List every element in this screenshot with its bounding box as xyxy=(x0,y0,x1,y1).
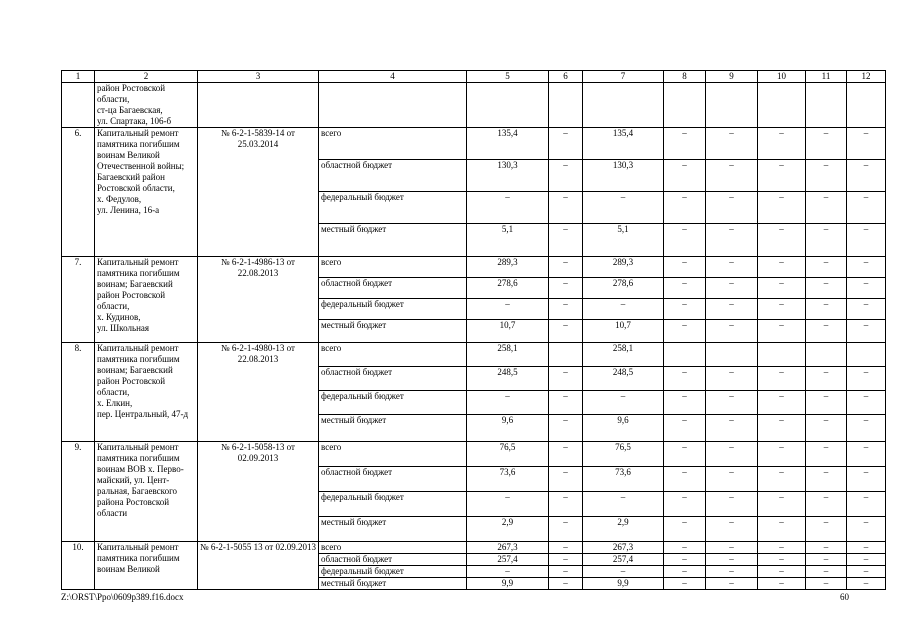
amount-cell: – xyxy=(706,299,758,320)
table-row xyxy=(62,542,886,554)
column-number-row xyxy=(62,71,886,83)
amount-cell: – xyxy=(706,517,758,542)
amount-cell: – xyxy=(549,320,583,343)
col-header: 1 xyxy=(62,71,95,83)
amount-cell: – xyxy=(758,415,806,442)
amount-cell: – xyxy=(806,192,847,224)
approval-document: № 6-2-1-5839-14 от 25.03.2014 xyxy=(198,128,319,257)
amount-cell: – xyxy=(758,467,806,492)
continuation-row xyxy=(62,83,886,128)
amount-cell: – xyxy=(847,128,886,160)
amount-cell: – xyxy=(706,160,758,192)
amount-cell: – xyxy=(806,320,847,343)
col-header: 5 xyxy=(467,71,549,83)
amount-cell: – xyxy=(758,128,806,160)
file-path: Z:\ORST\Ppo\0609p389.f16.docx xyxy=(61,592,184,602)
amount-cell: – xyxy=(847,554,886,566)
amount-cell: – xyxy=(706,128,758,160)
amount-cell: 76,5 xyxy=(467,442,549,467)
amount-cell: – xyxy=(549,492,583,517)
amount-cell: – xyxy=(806,278,847,299)
amount-cell: – xyxy=(706,257,758,278)
amount-cell: – xyxy=(758,492,806,517)
amount-cell: 258,1 xyxy=(583,343,664,367)
amount-cell: – xyxy=(758,542,806,554)
amount-cell: 130,3 xyxy=(583,160,664,192)
empty-cell xyxy=(62,83,95,128)
amount-cell: – xyxy=(549,442,583,467)
amount-cell: 248,5 xyxy=(583,367,664,391)
funding-source-label: федеральный бюджет xyxy=(319,492,467,517)
amount-cell: – xyxy=(758,192,806,224)
funding-source-label: областной бюджет xyxy=(319,367,467,391)
amount-cell: – xyxy=(806,224,847,257)
amount-cell: 9,9 xyxy=(467,578,549,590)
amount-cell: – xyxy=(758,566,806,578)
object-description: Капитальный ремонт памятника погибшим воинам Великой xyxy=(95,542,198,590)
amount-cell: – xyxy=(758,578,806,590)
amount-cell: – xyxy=(758,257,806,278)
funding-source-label: областной бюджет xyxy=(319,160,467,192)
approval-document: № 6-2-1-4986-13 от 22.08.2013 xyxy=(198,257,319,343)
approval-document: № 6-2-1-4980-13 от 22.08.2013 xyxy=(198,343,319,442)
funding-source-label: всего xyxy=(319,442,467,467)
amount-cell: – xyxy=(706,442,758,467)
funding-source-label: федеральный бюджет xyxy=(319,299,467,320)
amount-cell: – xyxy=(583,492,664,517)
object-description: Капитальный ремонт памятника погибшим воинам ВОВ х. Перво-майский, ул. Цент-ральная, Багаевского района Ростовской области xyxy=(95,442,198,542)
amount-cell: – xyxy=(806,492,847,517)
amount-cell: – xyxy=(806,391,847,415)
amount-cell: 9,9 xyxy=(583,578,664,590)
empty-cell xyxy=(806,83,847,128)
amount-cell: – xyxy=(549,278,583,299)
object-description: Капитальный ремонт памятника погибшим воинам; Багаевский район Ростовской области, х. Кудинов, ул. Школьная xyxy=(95,257,198,343)
empty-cell xyxy=(847,83,886,128)
funding-source-label: всего xyxy=(319,343,467,367)
amount-cell: – xyxy=(583,566,664,578)
object-number: 7. xyxy=(62,257,95,343)
amount-cell: – xyxy=(806,517,847,542)
amount-cell: – xyxy=(847,492,886,517)
empty-cell xyxy=(467,83,549,128)
amount-cell: – xyxy=(847,367,886,391)
amount-cell: – xyxy=(664,554,706,566)
amount-cell: 2,9 xyxy=(583,517,664,542)
funding-source-label: областной бюджет xyxy=(319,554,467,566)
amount-cell: – xyxy=(706,492,758,517)
table-row xyxy=(62,442,886,467)
amount-cell: – xyxy=(664,517,706,542)
amount-cell: – xyxy=(758,554,806,566)
col-header: 2 xyxy=(95,71,198,83)
amount-cell: – xyxy=(758,160,806,192)
empty-cell xyxy=(758,83,806,128)
amount-cell: – xyxy=(549,542,583,554)
amount-cell: – xyxy=(467,566,549,578)
amount-cell: – xyxy=(549,578,583,590)
amount-cell: – xyxy=(706,578,758,590)
amount-cell: – xyxy=(847,578,886,590)
amount-cell: – xyxy=(847,542,886,554)
amount-cell: – xyxy=(806,299,847,320)
amount-cell: – xyxy=(706,467,758,492)
amount-cell: – xyxy=(664,160,706,192)
amount-cell: – xyxy=(847,257,886,278)
amount-cell: 135,4 xyxy=(467,128,549,160)
amount-cell: 10,7 xyxy=(583,320,664,343)
amount-cell: – xyxy=(549,517,583,542)
amount-cell: – xyxy=(664,320,706,343)
amount-cell: – xyxy=(706,566,758,578)
amount-cell xyxy=(847,343,886,367)
amount-cell: – xyxy=(664,299,706,320)
amount-cell: – xyxy=(847,442,886,467)
amount-cell: – xyxy=(758,224,806,257)
empty-cell xyxy=(664,83,706,128)
amount-cell: – xyxy=(467,192,549,224)
amount-cell: – xyxy=(467,299,549,320)
page-number: 60 xyxy=(840,592,849,602)
amount-cell: – xyxy=(806,415,847,442)
amount-cell: – xyxy=(706,542,758,554)
amount-cell: – xyxy=(706,367,758,391)
funding-source-label: местный бюджет xyxy=(319,224,467,257)
amount-cell: – xyxy=(847,320,886,343)
amount-cell: – xyxy=(549,391,583,415)
funding-source-label: всего xyxy=(319,542,467,554)
funding-source-label: всего xyxy=(319,128,467,160)
amount-cell: – xyxy=(847,467,886,492)
amount-cell: – xyxy=(664,415,706,442)
amount-cell: 9,6 xyxy=(583,415,664,442)
col-header: 10 xyxy=(758,71,806,83)
amount-cell: – xyxy=(549,554,583,566)
amount-cell: – xyxy=(664,128,706,160)
continuation-description: район Ростовской области, ст-ца Багаевская, ул. Спартака, 106-б xyxy=(95,83,198,128)
amount-cell: – xyxy=(806,554,847,566)
amount-cell: 289,3 xyxy=(583,257,664,278)
empty-cell xyxy=(706,83,758,128)
object-number: 6. xyxy=(62,128,95,257)
amount-cell: 5,1 xyxy=(467,224,549,257)
amount-cell: – xyxy=(758,367,806,391)
funding-source-label: местный бюджет xyxy=(319,517,467,542)
amount-cell: – xyxy=(706,278,758,299)
amount-cell: – xyxy=(467,391,549,415)
col-header: 12 xyxy=(847,71,886,83)
amount-cell: – xyxy=(806,467,847,492)
funding-source-label: областной бюджет xyxy=(319,467,467,492)
amount-cell: 76,5 xyxy=(583,442,664,467)
amount-cell: – xyxy=(847,517,886,542)
amount-cell: – xyxy=(583,391,664,415)
amount-cell: – xyxy=(549,257,583,278)
empty-cell xyxy=(319,83,467,128)
amount-cell: – xyxy=(758,442,806,467)
amount-cell: – xyxy=(664,566,706,578)
amount-cell: 9,6 xyxy=(467,415,549,442)
amount-cell: – xyxy=(806,367,847,391)
funding-source-label: местный бюджет xyxy=(319,415,467,442)
amount-cell xyxy=(549,343,583,367)
amount-cell: – xyxy=(706,391,758,415)
amount-cell: – xyxy=(806,128,847,160)
amount-cell: – xyxy=(583,299,664,320)
col-header: 6 xyxy=(549,71,583,83)
amount-cell: – xyxy=(549,566,583,578)
funding-source-label: федеральный бюджет xyxy=(319,391,467,415)
empty-cell xyxy=(583,83,664,128)
amount-cell: – xyxy=(847,299,886,320)
amount-cell: – xyxy=(758,391,806,415)
amount-cell: – xyxy=(549,224,583,257)
amount-cell: – xyxy=(806,160,847,192)
amount-cell: – xyxy=(549,415,583,442)
col-header: 3 xyxy=(198,71,319,83)
funding-source-label: местный бюджет xyxy=(319,320,467,343)
funding-source-label: областной бюджет xyxy=(319,278,467,299)
amount-cell: – xyxy=(806,442,847,467)
amount-cell: 278,6 xyxy=(467,278,549,299)
budget-table xyxy=(61,70,886,590)
funding-source-label: федеральный бюджет xyxy=(319,192,467,224)
table-row xyxy=(62,128,886,160)
col-header: 8 xyxy=(664,71,706,83)
amount-cell xyxy=(664,343,706,367)
amount-cell: – xyxy=(549,367,583,391)
col-header: 11 xyxy=(806,71,847,83)
table-row xyxy=(62,257,886,278)
amount-cell xyxy=(706,343,758,367)
amount-cell: – xyxy=(664,492,706,517)
amount-cell: – xyxy=(664,192,706,224)
empty-cell xyxy=(198,83,319,128)
amount-cell: – xyxy=(806,566,847,578)
amount-cell: – xyxy=(549,299,583,320)
col-header: 4 xyxy=(319,71,467,83)
amount-cell: 257,4 xyxy=(467,554,549,566)
amount-cell: 10,7 xyxy=(467,320,549,343)
amount-cell: – xyxy=(549,467,583,492)
amount-cell: 267,3 xyxy=(467,542,549,554)
amount-cell: – xyxy=(664,224,706,257)
amount-cell: – xyxy=(664,257,706,278)
amount-cell: 73,6 xyxy=(583,467,664,492)
approval-document: № 6-2-1-5055 13 от 02.09.2013 xyxy=(198,542,319,590)
amount-cell: 5,1 xyxy=(583,224,664,257)
amount-cell: – xyxy=(706,415,758,442)
amount-cell: – xyxy=(549,192,583,224)
table-row xyxy=(62,343,886,367)
amount-cell: – xyxy=(758,517,806,542)
amount-cell: 257,4 xyxy=(583,554,664,566)
col-header: 7 xyxy=(583,71,664,83)
amount-cell: – xyxy=(664,467,706,492)
amount-cell: – xyxy=(847,224,886,257)
amount-cell: 248,5 xyxy=(467,367,549,391)
amount-cell: – xyxy=(549,160,583,192)
amount-cell: – xyxy=(706,192,758,224)
amount-cell: – xyxy=(706,224,758,257)
approval-document: № 6-2-1-5058-13 от 02.09.2013 xyxy=(198,442,319,542)
amount-cell: 267,3 xyxy=(583,542,664,554)
object-description: Капитальный ремонт памятника погибшим воинам Великой Отечественной войны; Багаевский район Ростовской области, х. Федулов, ул. Ленина, 16-а xyxy=(95,128,198,257)
object-description: Капитальный ремонт памятника погибшим воинам; Багаевский район Ростовской области, х. Елкин, пер. Центральный, 47-д xyxy=(95,343,198,442)
amount-cell: – xyxy=(467,492,549,517)
amount-cell: – xyxy=(706,554,758,566)
object-number: 9. xyxy=(62,442,95,542)
amount-cell: – xyxy=(758,320,806,343)
amount-cell: – xyxy=(847,566,886,578)
funding-source-label: федеральный бюджет xyxy=(319,566,467,578)
amount-cell: 258,1 xyxy=(467,343,549,367)
amount-cell: – xyxy=(664,278,706,299)
amount-cell: 278,6 xyxy=(583,278,664,299)
amount-cell: 289,3 xyxy=(467,257,549,278)
amount-cell: – xyxy=(847,391,886,415)
object-number: 8. xyxy=(62,343,95,442)
amount-cell: – xyxy=(664,442,706,467)
amount-cell: – xyxy=(664,391,706,415)
amount-cell: – xyxy=(847,415,886,442)
funding-source-label: всего xyxy=(319,257,467,278)
table-body xyxy=(62,71,886,590)
amount-cell: – xyxy=(847,160,886,192)
empty-cell xyxy=(549,83,583,128)
amount-cell: 135,4 xyxy=(583,128,664,160)
amount-cell: – xyxy=(549,128,583,160)
amount-cell: – xyxy=(847,278,886,299)
amount-cell: – xyxy=(806,257,847,278)
object-number: 10. xyxy=(62,542,95,590)
funding-source-label: местный бюджет xyxy=(319,578,467,590)
amount-cell: – xyxy=(583,192,664,224)
amount-cell: – xyxy=(664,542,706,554)
col-header: 9 xyxy=(706,71,758,83)
amount-cell: – xyxy=(706,320,758,343)
amount-cell: – xyxy=(758,278,806,299)
amount-cell: – xyxy=(847,192,886,224)
amount-cell: 73,6 xyxy=(467,467,549,492)
amount-cell: 130,3 xyxy=(467,160,549,192)
amount-cell xyxy=(806,343,847,367)
amount-cell: 2,9 xyxy=(467,517,549,542)
amount-cell: – xyxy=(664,578,706,590)
amount-cell: – xyxy=(664,367,706,391)
amount-cell: – xyxy=(806,578,847,590)
amount-cell: – xyxy=(758,299,806,320)
amount-cell: – xyxy=(806,542,847,554)
amount-cell xyxy=(758,343,806,367)
